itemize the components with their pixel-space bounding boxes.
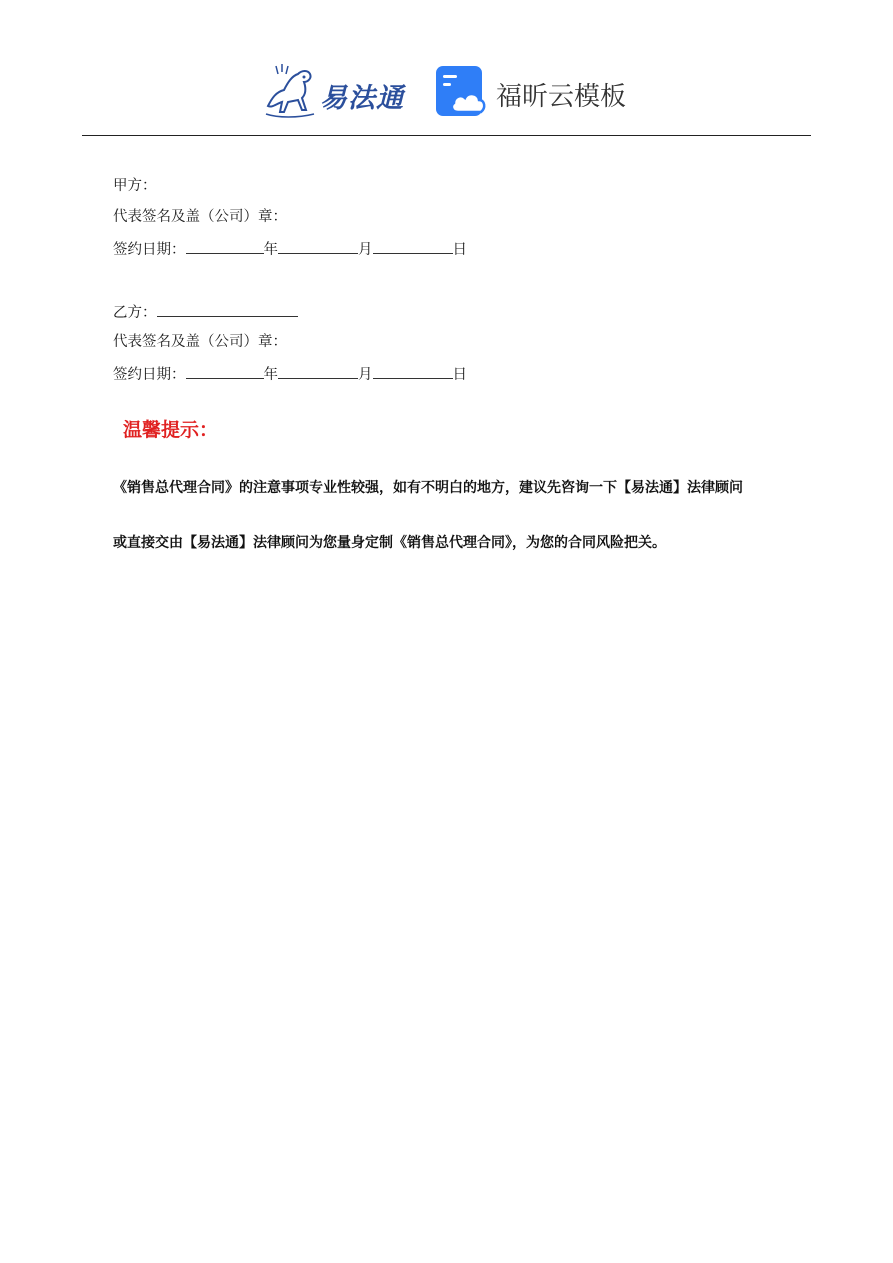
party-b-sign-label: 代表签名及盖（公司）章： bbox=[113, 334, 287, 350]
party-b-day-blank[interactable] bbox=[373, 364, 453, 379]
page-header bbox=[0, 58, 893, 124]
tip-title: 温馨提示： bbox=[123, 419, 219, 441]
header-divider bbox=[82, 135, 811, 136]
party-a-label: 甲方： bbox=[113, 178, 157, 194]
party-a-year-unit: 年 bbox=[263, 242, 278, 258]
tip-paragraph-line1: 《销售总代理合同》的注意事项专业性较强，如有不明白的地方，建议先咨询一下【易法通】法律顾问 bbox=[113, 480, 743, 496]
fuxin-logo bbox=[436, 66, 636, 118]
party-a-date-label: 签约日期： bbox=[113, 242, 186, 258]
party-b-date-label: 签约日期： bbox=[113, 367, 186, 383]
party-a-sign-label: 代表签名及盖（公司）章： bbox=[113, 209, 287, 225]
party-a-date-line bbox=[113, 239, 467, 259]
party-b-line bbox=[113, 302, 298, 322]
party-a-day-blank[interactable] bbox=[373, 239, 453, 254]
yifatong-logo bbox=[262, 62, 412, 120]
party-b-date-line bbox=[113, 364, 467, 384]
party-b-month-blank[interactable] bbox=[278, 364, 358, 379]
party-b-year-blank[interactable] bbox=[186, 364, 264, 379]
party-b-day-unit: 日 bbox=[452, 367, 467, 383]
party-a-day-unit: 日 bbox=[452, 242, 467, 258]
party-b-month-unit: 月 bbox=[358, 367, 373, 383]
party-a-year-blank[interactable] bbox=[186, 239, 264, 254]
qilin-icon bbox=[262, 62, 320, 120]
party-b-year-unit: 年 bbox=[263, 367, 278, 383]
cloud-document-icon bbox=[436, 66, 488, 118]
party-a-month-blank[interactable] bbox=[278, 239, 358, 254]
yifatong-brand-text: 易法通 bbox=[320, 83, 404, 114]
party-a-month-unit: 月 bbox=[358, 242, 373, 258]
fuxin-brand-text: 福昕云模板 bbox=[496, 82, 627, 112]
party-b-name-blank[interactable] bbox=[157, 302, 298, 317]
tip-paragraph-line2: 或直接交由【易法通】法律顾问为您量身定制《销售总代理合同》，为您的合同风险把关。 bbox=[113, 535, 666, 551]
party-b-label: 乙方： bbox=[113, 305, 157, 321]
